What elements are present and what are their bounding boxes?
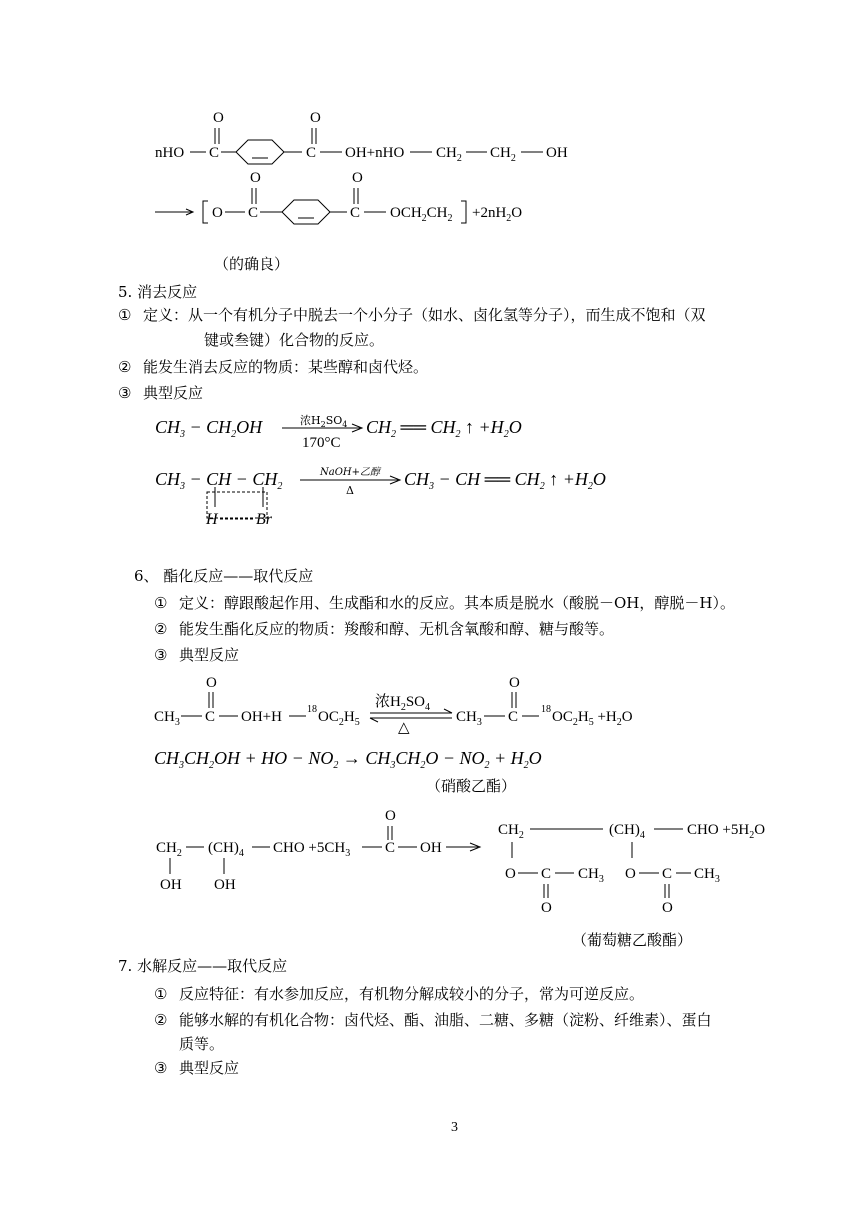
marker: ③ (154, 646, 168, 664)
definition-line1: 定义：从一个有机分子中脱去一个小分子（如水、卤化氢等分子），而生成不饱和（双 (143, 306, 706, 324)
rxn2-left: $CH_3$ − CH − $CH_2$ (155, 469, 283, 492)
rxn1-mid: OH+H (241, 709, 282, 725)
rxn2-condition-bottom: Δ (346, 484, 354, 497)
rxn1-left: $CH_3 - CH_2OH$ (155, 417, 263, 440)
carbon: C (306, 145, 317, 161)
marker: ① (154, 985, 168, 1003)
typical-label: 典型反应 (179, 646, 240, 664)
rxn1-right: $CH_2$ ══ $CH_2$ ↑ $+H_2O$ (366, 417, 522, 440)
definition-line2: 键或叁键）化合物的反应。 (204, 331, 385, 349)
rxn2-h: H (206, 511, 218, 528)
substances-line1: 能够水解的有机化合物：卤代烃、酯、油脂、二糖、多糖（淀粉、纤维素）、蛋白 (179, 1011, 712, 1029)
carbonyl-o: O (541, 900, 552, 916)
substances-text: 能发生消去反应的物质：某些醇和卤代烃。 (143, 358, 429, 376)
ch2-1: $CH_2$ (436, 145, 462, 164)
section-heading: 7. 水解反应——取代反应 (118, 957, 288, 975)
rxn2-condition-top: NaOH+乙醇 (320, 467, 381, 478)
rxn1-oc2h5: $OC_2H_5$ (318, 709, 360, 728)
marker: ② (118, 358, 132, 376)
feature-text: 反应特征：有水参加反应，有机物分解成较小的分子，常为可逆反应。 (179, 985, 645, 1003)
rxn1-condition-bottom: 170°C (302, 435, 341, 451)
carbonyl-o: O (509, 675, 520, 691)
product-tail: $OCH_2CH_2$ (390, 205, 453, 224)
carbon: C (248, 205, 259, 221)
rxn3-ch2: $CH_2$ (156, 840, 182, 859)
marker: ① (118, 306, 132, 324)
rxn1-product-oc2h5: $OC_2H_5 +H_2O$ (552, 709, 633, 728)
ester-o: O (212, 205, 223, 221)
ch3: $CH_3$ (578, 866, 604, 885)
ester-o: O (505, 866, 516, 882)
marker: ③ (118, 384, 132, 402)
reactant-mid: OH+nHO (345, 145, 405, 161)
typical-label: 典型反应 (143, 384, 204, 402)
rxn1-ch3: $CH_3$ (154, 709, 180, 728)
isotope-label: 18 (541, 704, 551, 715)
carbon: C (508, 709, 519, 725)
product-name: （的确良） (214, 255, 290, 273)
carbonyl-o: O (250, 170, 261, 186)
section-heading: 6、 酯化反应——取代反应 (134, 567, 314, 585)
rxn3-cho: CHO $+5CH_3$ (273, 840, 351, 859)
oh-end: OH (546, 145, 568, 161)
oh: OH (420, 840, 442, 856)
rxn1-product-ch3: $CH_3$ (456, 709, 482, 728)
carbon: C (350, 205, 361, 221)
carbonyl-o: O (385, 808, 396, 824)
ch2-2: $CH_2$ (490, 145, 516, 164)
product-name: （硝酸乙酯） (426, 777, 517, 795)
isotope-label: 18 (307, 704, 317, 715)
carbon: C (385, 840, 396, 856)
page-number: 3 (451, 1120, 458, 1135)
marker: ② (154, 620, 168, 638)
rxn1-condition-top: 浓$H_2SO_4$ (300, 414, 348, 429)
rxn2-right: $CH_3$ − CH ══ $CH_2$ ↑ $+H_2O$ (404, 469, 606, 492)
marker: ② (154, 1011, 168, 1029)
section-heading: 5. 消去反应 (118, 283, 198, 301)
carbon: C (541, 866, 552, 882)
carbonyl-o: O (310, 110, 321, 126)
rxn2-equation: $CH_3CH_2OH$ + HO − $NO_2 \to CH_3CH_2O - NO_2 + H_2O$ (154, 748, 542, 771)
carbonyl-o: O (352, 170, 363, 186)
carbon: C (205, 709, 216, 725)
carbonyl-o: O (662, 900, 673, 916)
substances-line2: 质等。 (179, 1035, 225, 1053)
typical-label: 典型反应 (179, 1059, 240, 1077)
carbon: C (662, 866, 673, 882)
marker: ③ (154, 1059, 168, 1077)
rxn3-product-cho: CHO $+5H_2O$ (687, 822, 766, 841)
carbonyl-o: O (206, 675, 217, 691)
rxn3-ch4: $(CH)_4$ (208, 840, 244, 859)
rxn3-product-ch2: $CH_2$ (498, 822, 524, 841)
reactant-left: nHO (155, 145, 185, 161)
substances-text: 能发生酯化反应的物质：羧酸和醇、无机含氧酸和醇、糖与酸等。 (179, 620, 615, 638)
rxn2-br: Br (256, 511, 272, 528)
rxn3-product-ch4: $(CH)_4$ (609, 822, 645, 841)
ch3: $CH_3$ (694, 866, 720, 885)
water-product: $+2nH_2O$ (472, 205, 523, 224)
carbonyl-o: O (213, 110, 224, 126)
rxn1-condition-top: 浓$H_2SO_4$ (375, 694, 431, 713)
ester-o: O (625, 866, 636, 882)
rxn1-condition-bottom: △ (398, 720, 410, 736)
marker: ① (154, 594, 168, 612)
oh: OH (214, 877, 236, 893)
carbon: C (209, 145, 220, 161)
definition-text: 定义：醇跟酸起作用、生成酯和水的反应。其本质是脱水（酸脱－OH，醇脱－H）。 (179, 594, 735, 612)
oh: OH (160, 877, 182, 893)
product-name: （葡萄糖乙酸酯） (572, 931, 693, 949)
